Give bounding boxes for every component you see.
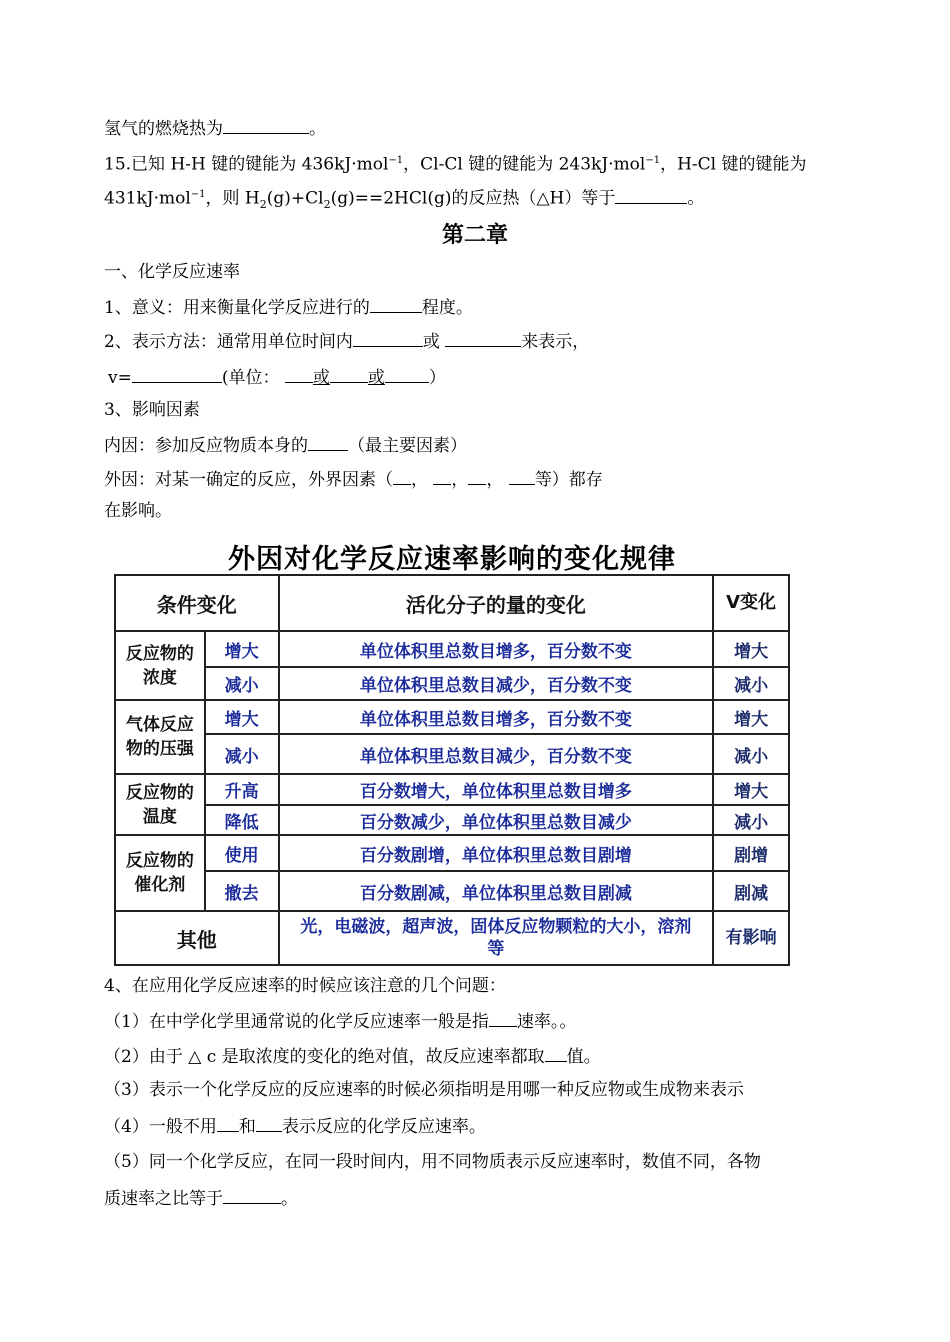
answer-blank [256,1113,282,1132]
change-cell: 单位体积里总数目增多，百分数不变 [279,700,714,734]
internal-factor: 内因：参加反应物质本身的 （最主要因素） [104,432,467,458]
v-cell: 剧增 [713,835,789,871]
change-cell: 百分数剧增，单位体积里总数目剧增 [279,835,714,871]
v-cell: 减小 [713,734,789,774]
answer-blank [353,328,423,347]
question-15-line2: 431kJ·mol$^{-1}$，则 $H_2(g)+Cl_2(g)==2HCl(g)$的反应热（△H）等于 。 [104,183,704,217]
answer-blank [393,466,411,485]
answer-blank [223,1185,281,1204]
condition-cell: 减小 [205,734,279,774]
category-other: 其他 [115,911,279,965]
v-cell: 减小 [713,805,789,835]
answer-blank [370,294,422,313]
table-header-row [115,575,789,631]
answer-blank [489,1008,517,1027]
note-3: （3）表示一个化学反应的反应速率的时候必须指明是用哪一种反应物或生成物来表示 [104,1080,744,1100]
change-cell: 百分数剧减，单位体积里总数目剧减 [279,871,714,911]
table-row [115,734,789,774]
answer-blank [433,466,451,485]
table-title: 外因对化学反应速率影响的变化规律 [228,544,676,575]
category-cell: 反应物的催化剂 [115,835,205,911]
condition-cell: 减小 [205,667,279,700]
change-cell: 单位体积里总数目增多，百分数不变 [279,631,714,667]
condition-cell: 增大 [205,631,279,667]
table-row [115,700,789,734]
change-cell: 百分数减少，单位体积里总数目减少 [279,805,714,835]
note-5-cont: 质速率之比等于 。 [104,1185,298,1211]
table-row [115,835,789,871]
answer-blank [385,364,429,383]
answer-blank [217,1113,239,1132]
header-condition: 条件变化 [115,575,279,631]
header-activated-molecules: 活化分子的量的变化 [279,575,714,631]
condition-cell: 增大 [205,700,279,734]
note-1: （1）在中学化学里通常说的化学反应速率一般是指 速率。。 [104,1008,576,1034]
external-factor: 外因：对某一确定的反应，外界因素（ ， ， ， 等）都存 [104,466,603,492]
change-cell: 单位体积里总数目减少，百分数不变 [279,667,714,700]
table-row-other [115,911,789,965]
v-cell: 增大 [713,631,789,667]
external-factor-cont: 在影响。 [104,501,172,521]
change-cell: 百分数增大，单位体积里总数目增多 [279,774,714,805]
condition-cell: 使用 [205,835,279,871]
answer-blank [285,364,313,383]
table-row [115,871,789,911]
v-cell: 增大 [713,774,789,805]
point-2-formula: v= (单位： 或 或 ） [108,364,446,390]
header-v-change: V变化 [713,575,789,631]
v-cell: 减小 [713,667,789,700]
rate-factor-table [114,574,790,966]
answer-blank [509,466,535,485]
point-2: 2、表示方法：通常用单位时间内 或 来表示， [104,328,589,354]
answer-blank [545,1043,567,1062]
change-cell: 光，电磁波，超声波，固体反应物颗粒的大小，溶剂等 [279,911,714,965]
point-4-heading: 4、在应用化学反应速率的时候应该注意的几个问题： [104,976,506,996]
table-row [115,805,789,835]
condition-cell: 撤去 [205,871,279,911]
answer-blank [330,364,368,383]
v-cell: 增大 [713,700,789,734]
category-cell: 反应物的温度 [115,774,205,835]
question-15-line1: 15.已知 H-H 键的键能为 436kJ·mol$^{-1}$，Cl-Cl 键的键能为 243kJ·mol$^{-1}$，H-Cl 键的键能为 [104,154,807,175]
answer-blank [445,328,521,347]
v-cell: 有影响 [713,911,789,965]
v-cell: 剧减 [713,871,789,911]
table-row [115,631,789,667]
answer-blank [615,185,687,204]
condition-cell: 降低 [205,805,279,835]
note-2: （2）由于 △ c 是取浓度的变化的绝对值，故反应速率都取 值。 [104,1043,601,1069]
condition-cell: 升高 [205,774,279,805]
change-cell: 单位体积里总数目减少，百分数不变 [279,734,714,774]
section-heading: 一、化学反应速率 [104,262,240,282]
table-row [115,667,789,700]
note-4: （4）一般不用 和 表示反应的化学反应速率。 [104,1113,486,1139]
chapter-title: 第二章 [441,223,508,248]
answer-blank [132,364,222,383]
category-cell: 气体反应物的压强 [115,700,205,774]
answer-blank [223,115,309,134]
answer-blank [308,432,348,451]
note-5: （5）同一个化学反应，在同一段时间内，用不同物质表示反应速率时，数值不同，各物 [104,1152,761,1172]
answer-blank [468,466,486,485]
point-3: 3、影响因素 [104,400,200,420]
line-hydrogen-combustion: 氢气的燃烧热为 。 [104,115,326,141]
category-cell: 反应物的浓度 [115,631,205,700]
point-1: 1、意义：用来衡量化学反应进行的 程度。 [104,294,473,320]
table-row [115,774,789,805]
